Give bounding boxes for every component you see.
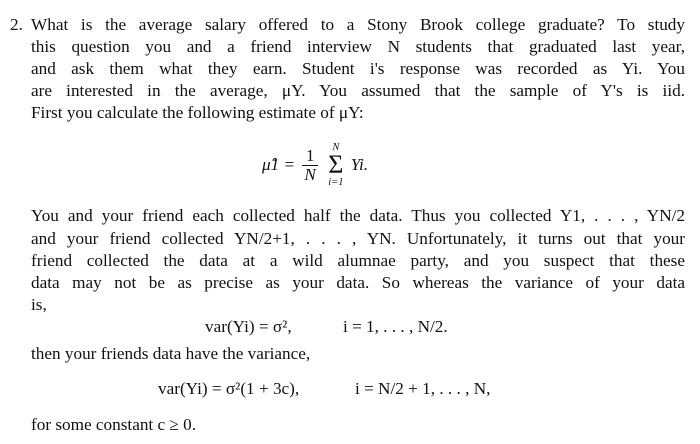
mid-line-1: You and your friend each collected half the data. Thus you collected Y1, . . . , YN/2 <box>31 206 685 225</box>
then-line: then your friends data have the variance, <box>31 344 311 363</box>
mid-line-5: is, <box>31 295 47 314</box>
variance-equation-1 <box>205 316 292 338</box>
estimator-equation <box>262 142 368 188</box>
intro-line-4: are interested in the average, μY. You assumed that the sample of Y's is iid. <box>31 81 685 100</box>
sum-upper-limit: N <box>332 142 340 153</box>
intro-line-3: and ask them what they earn. Student i's response was recorded as Yi. You <box>31 59 685 78</box>
variance-equation-1-range <box>343 316 448 338</box>
variance-equation-2-range <box>355 378 490 400</box>
intro-line-1: What is the average salary offered to a Stony Brook college graduate? To study <box>31 15 685 34</box>
variance-1-right: i = 1, . . . , N/2. <box>343 317 448 336</box>
estimator-lhs: μ̂1 = <box>262 155 296 174</box>
final-line: for some constant c ≥ 0. <box>31 415 197 434</box>
fraction-denominator: N <box>304 164 316 184</box>
fraction-numerator: 1 <box>302 147 317 166</box>
sigma-symbol: Σ <box>328 150 344 179</box>
mid-line-4: data may not be as precise as your data. So whereas the variance of your data <box>31 273 685 292</box>
intro-line-5: First you calculate the following estimate of μY: <box>31 103 364 122</box>
sum-lower-limit: i=1 <box>328 177 344 188</box>
problem-number: 2. <box>10 15 23 34</box>
mid-line-2: and your friend collected YN/2+1, . . . , YN. Unfortunately, it turns out that your <box>31 229 685 248</box>
summation <box>328 142 343 188</box>
estimator-fraction <box>302 147 317 184</box>
variance-2-left: var(Yi) = σ²(1 + 3c), <box>158 379 300 398</box>
summand: Yi. <box>350 155 369 174</box>
intro-line-2: this question you and a friend interview N students that graduated last year, <box>31 37 685 56</box>
mid-line-3: friend collected the data at a wild alumnae party, and you suspect that these <box>31 251 685 270</box>
variance-1-left: var(Yi) = σ², <box>205 317 292 336</box>
variance-2-right: i = N/2 + 1, . . . , N, <box>355 379 491 398</box>
variance-equation-2 <box>158 378 299 400</box>
